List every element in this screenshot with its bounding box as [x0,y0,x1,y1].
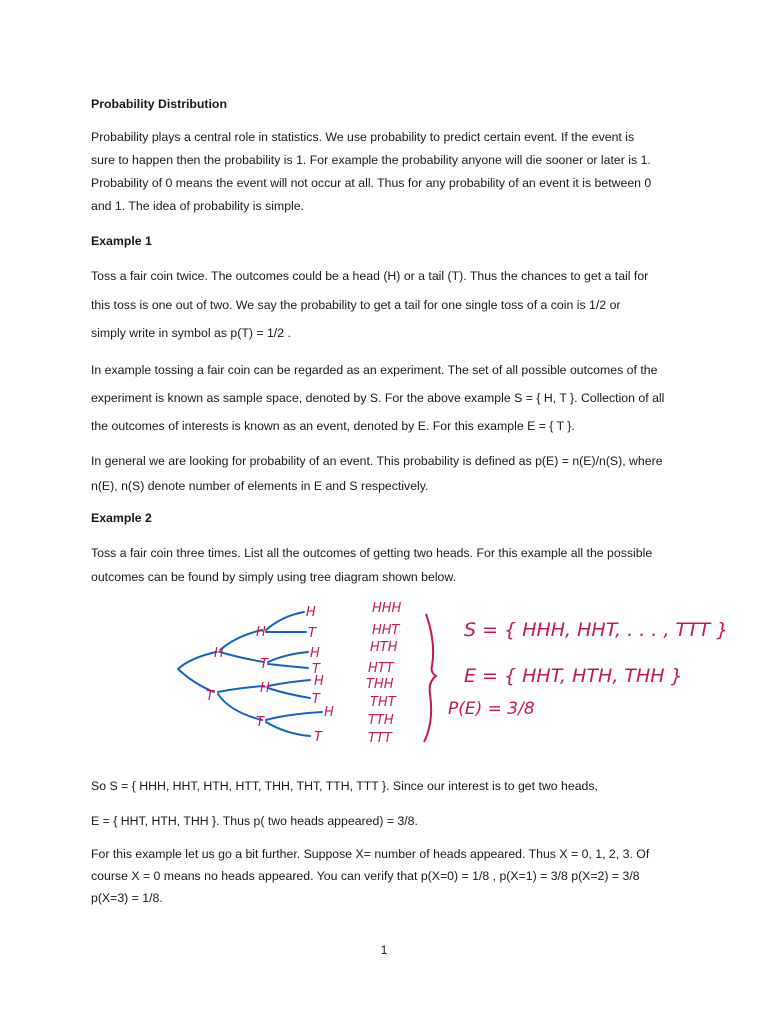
branch-ht-t [268,664,308,668]
text-line: sure to happen then the probability is 1. For example the probability anyone will die sooner or later is 1. [91,153,651,167]
toss3-label: T [312,662,320,677]
text-line: n(E), n(S) denote number of elements in E and S respectively. [91,478,429,493]
outcome-list [366,601,402,746]
toss3-label: T [314,730,322,745]
page-title: Probability Distribution [91,97,227,111]
outcome-label: TTH [368,713,394,728]
right-brace [424,614,436,742]
toss2-label-t: T [256,715,264,730]
outcome-label: HHT [372,623,400,638]
event-line: E = { HHT, HTH, THH }. Thus p( two heads appeared) = 3/8. [91,814,418,828]
outcome-label: HTT [368,661,394,676]
branch-ht-h [268,652,308,662]
example2-paragraph [91,541,681,589]
text-line: and 1. The idea of probability is simple. [91,199,305,213]
toss3-label: T [312,692,320,707]
text-line: For this example let us go a bit further. Suppose X= number of heads appeared. Thus X = 0, 1, 2, 3. Of [91,847,650,861]
outcome-label: HTH [370,640,398,655]
general-definition-paragraph [91,449,681,498]
text-line: p(X=3) = 1/8. [91,891,163,905]
toss1-label-h: H [214,646,224,661]
text-line: simply write in symbol as p(T) = 1/2 . [91,326,291,340]
toss3-label: H [324,705,334,720]
toss3-label: H [310,646,320,661]
text-line: Probability plays a central role in statistics. We use probability to predict certain event. If the event is [91,130,635,144]
tree-diagram [170,592,740,748]
branch-h-t [220,652,264,662]
branch-tt-t [266,722,310,736]
outcome-label: HHH [372,601,402,616]
example1-heading: Example 1 [91,234,152,248]
toss3-label: H [306,605,316,620]
text-line: the outcomes of interests is known as an event, denoted by E. For this example E = { T }. [91,419,575,433]
probability-note: P(E) = 3/8 [448,699,535,719]
outcome-label: THH [366,677,394,692]
toss1-label-t: T [206,689,214,704]
text-line: In example tossing a fair coin can be regarded as an experiment. The set of all possible outcomes of the [91,363,658,377]
handwritten-notes [448,619,728,719]
text-line: Toss a fair coin twice. The outcomes could be a head (H) or a tail (T). Thus the chances to get a tail for [91,269,649,283]
outcome-label: THT [370,695,396,710]
text-line: Toss a fair coin three times. List all the outcomes of getting two heads. For this example all the possible [91,546,653,560]
sample-space-note: S = { HHH, HHT, . . . , TTT } [464,619,729,641]
example1-paragraph [91,262,681,348]
page-number: 1 [380,943,388,957]
toss3-label: H [314,674,324,689]
text-line: In general we are looking for probability of an event. This probability is defined as p(E) = n(E)/n(S), where [91,454,663,468]
toss2-label-h: H [256,625,266,640]
toss3-label: T [308,626,316,641]
toss2-label-h: H [260,681,270,696]
branch-th-t [268,688,310,698]
sample-space-line: So S = { HHH, HHT, HTH, HTT, THH, THT, TTH, TTT }. Since our interest is to get two heads, [91,779,598,793]
random-variable-paragraph [91,843,681,909]
branch-root-h [178,652,216,669]
text-line: experiment is known as sample space, denoted by S. For the above example S = { H, T }. Collection of all [91,391,665,405]
example2-heading: Example 2 [91,511,152,525]
outcome-label: TTT [368,731,392,746]
text-line: this toss is one out of two. We say the probability to get a tail for one single toss of a coin is 1/2 or [91,297,621,312]
text-line: outcomes can be found by simply using tree diagram shown below. [91,570,457,584]
tree-branches [178,612,322,736]
branch-th-h [268,680,310,686]
branch-tt-h [266,712,322,720]
sample-space-paragraph [91,356,681,440]
toss2-label-t: T [260,657,268,672]
branch-hh-h [266,612,304,630]
text-line: course X = 0 means no heads appeared. You can verify that p(X=0) = 1/8 , p(X=1) = 3/8 p(X=2) = 3/8 [91,869,640,883]
event-note: E = { HHT, HTH, THH } [464,665,683,687]
branch-t-h [218,686,264,692]
intro-paragraph [91,126,681,218]
text-line: Probability of 0 means the event will not occur at all. Thus for any probability of an event it is between 0 [91,176,652,190]
